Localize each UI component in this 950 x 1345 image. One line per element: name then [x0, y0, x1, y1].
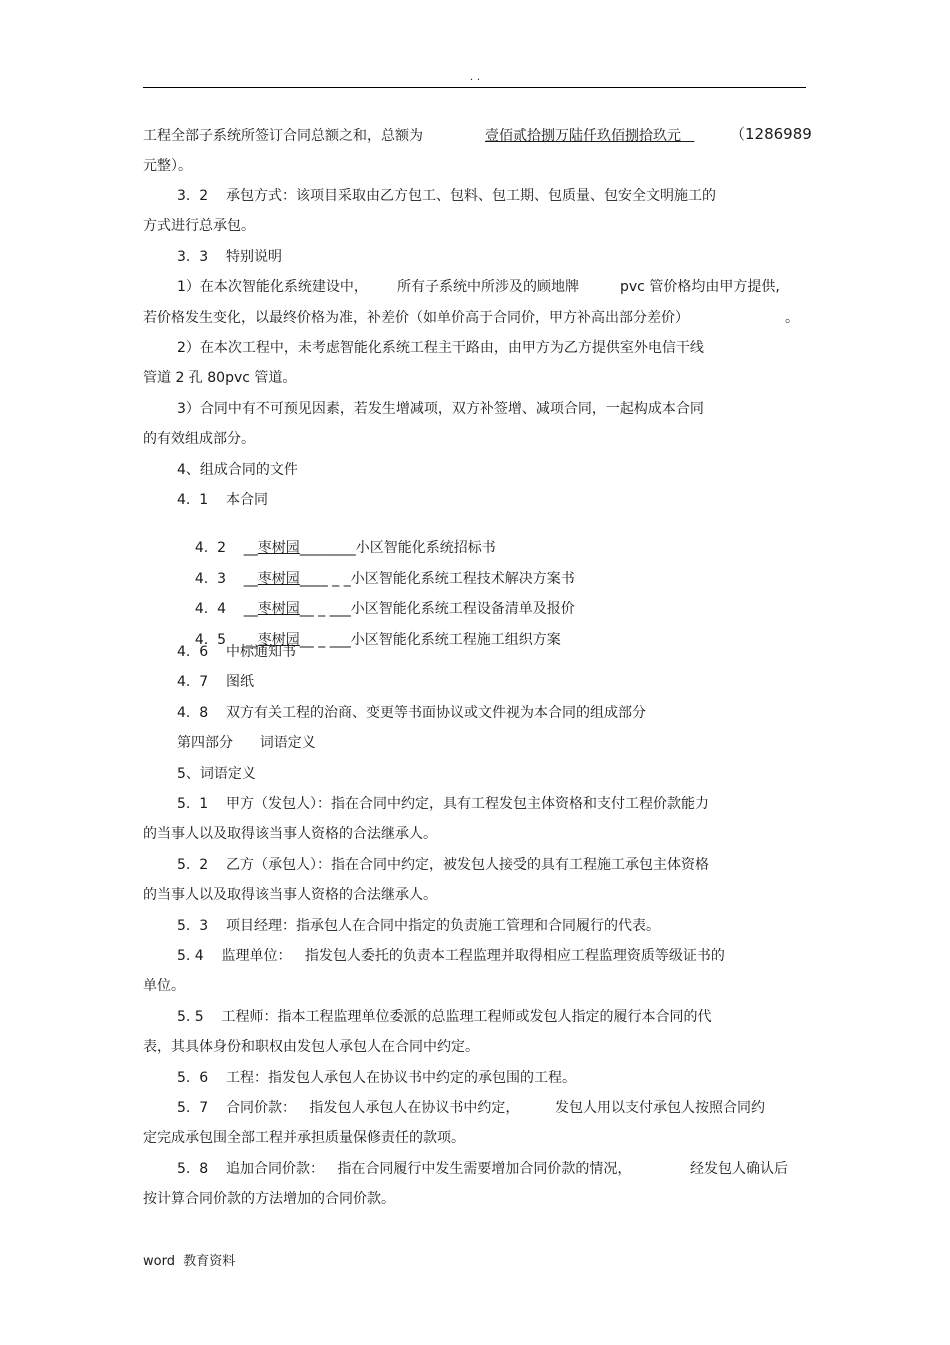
- line-30: 5. 5 工程师：指本工程监理单位委派的总监理工程师或发包人指定的履行本合同的代: [177, 1009, 712, 1025]
- line-9: 管道 2 孔 80pvc 管道。: [143, 370, 297, 386]
- line-25: 5. 2 乙方（承包人）：指在合同中约定，被发包人接受的具有工程施工承包主体资格: [177, 857, 709, 873]
- line-29: 单位。: [143, 978, 185, 994]
- line-6c: pvc 管价格均由甲方提供,: [620, 279, 780, 295]
- section-5-heading: 5、词语定义: [177, 766, 256, 782]
- line-34: 定完成承包围全部工程并承担质量保修责任的款项。: [143, 1130, 465, 1146]
- amount-in-digits: （1286989: [730, 125, 812, 143]
- line-26: 的当事人以及取得该当事人资格的合法继承人。: [143, 887, 437, 903]
- line-36: 按计算合同价款的方法增加的合同价款。: [143, 1191, 395, 1207]
- line-7b: 。: [785, 310, 799, 326]
- line-28: 5. 4 监理单位： 指发包人委托的负责本工程监理并取得相应工程监理资质等级证书的: [177, 948, 725, 964]
- line-2: 元整）。: [143, 158, 192, 174]
- section-4-heading: 4、组成合同的文件: [177, 462, 298, 478]
- doc-item-4-5: 4. 5 __枣树园__ _ ___小区智能化系统工程施工组织方案: [194, 632, 561, 648]
- line-19: 4. 7 图纸: [177, 674, 254, 690]
- line-5: 3. 3 特别说明: [177, 249, 282, 265]
- line-18: 4. 6 中标通知书: [177, 644, 296, 660]
- line-11: 的有效组成部分。: [143, 431, 255, 447]
- line-8: 2）在本次工程中，未考虑智能化系统工程主干路由，由甲方为乙方提供室外电信干线: [177, 340, 704, 356]
- line-33b: 发包人用以支付承包人按照合同约: [555, 1100, 765, 1116]
- amount-in-words: 壹佰贰拾捌万陆仟玖佰捌拾玖元: [485, 128, 681, 144]
- line-contract-total-words: [485, 127, 694, 145]
- line-32: 5. 6 工程：指发包人承包人在协议书中约定的承包围的工程。: [177, 1070, 576, 1086]
- doc-item-4-2: 4. 2 __枣树园________小区智能化系统招标书: [194, 540, 496, 556]
- line-7a: 若价格发生变化，以最终价格为准，补差价（如单价高于合同价，甲方补高出部分差价）: [143, 310, 689, 326]
- doc-item-4-4: 4. 4 __枣树园__ _ ___小区智能化系统工程设备清单及报价: [194, 601, 575, 617]
- line-13: 4. 1 本合同: [177, 492, 268, 508]
- line-6b: 所有子系统中所涉及的顾地牌: [397, 279, 579, 295]
- line-4: 方式进行总承包。: [143, 218, 255, 234]
- part-4-heading: 第四部分 词语定义: [177, 735, 316, 751]
- header-rule: [143, 87, 806, 88]
- footer-label: word 教育资料: [143, 1254, 236, 1269]
- line-33a: 5. 7 合同价款： 指发包人承包人在协议书中约定，: [177, 1100, 520, 1116]
- line-31: 表，其具体身份和职权由发包人承包人在合同中约定。: [143, 1039, 479, 1055]
- line-35b: 经发包人确认后: [690, 1161, 788, 1177]
- doc-item-4-3: 4. 3 __枣树园____ _ _小区智能化系统工程技术解决方案书: [194, 571, 575, 587]
- line-24: 的当事人以及取得该当事人资格的合法继承人。: [143, 826, 437, 842]
- line-35a: 5. 8 追加合同价款： 指在合同履行中发生需要增加合同价款的情况，: [177, 1161, 632, 1177]
- line-6a: 1）在本次智能化系统建设中，: [177, 279, 368, 295]
- line-23: 5. 1 甲方（发包人）：指在合同中约定，具有工程发包主体资格和支付工程价款能力: [177, 796, 709, 812]
- line-20: 4. 8 双方有关工程的治商、变更等书面协议或文件视为本合同的组成部分: [177, 705, 646, 721]
- line-27: 5. 3 项目经理：指承包人在合同中指定的负责施工管理和合同履行的代表。: [177, 918, 660, 934]
- header-mark: . .: [469, 70, 481, 83]
- line-3: 3. 2 承包方式：该项目采取由乙方包工、包料、包工期、包质量、包安全文明施工的: [177, 188, 716, 204]
- line-10: 3）合同中有不可预见因素，若发生增减项，双方补签增、减项合同，一起构成本合同: [177, 401, 704, 417]
- line-contract-total: 工程全部子系统所签订合同总额之和，总额为: [143, 128, 423, 144]
